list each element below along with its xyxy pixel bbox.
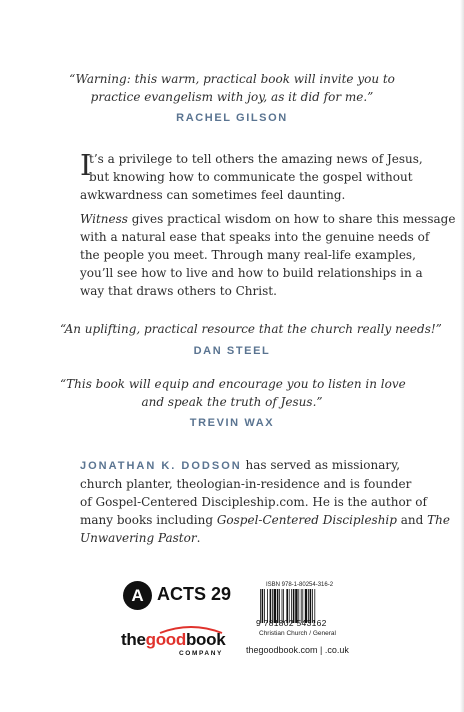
acts29-wordmark: ACTS 29 [157,584,232,604]
bio-line-5-end: . [196,531,201,545]
quote-1-attribution: RACHEL GILSON [176,112,288,124]
description-line-1 [80,210,456,228]
bio-line-5 [80,529,386,547]
book-unwavering-part-1: The [427,513,450,527]
description-line-3: the people you meet. Through many real-life examples, [80,248,416,262]
book-gospel-centered: Gospel-Centered Discipleship [216,513,397,527]
bio-line-4-and: and [396,513,428,527]
quote-2-attribution: DAN STEEL [193,345,271,357]
book-unwavering-part-2: Unwavering Pastor [80,531,197,545]
publisher-wordmark [121,630,225,650]
endorsement-quote-1 [60,70,404,106]
barcode-digits: 9 781802 543162 [256,618,327,628]
intro-line-2: but knowing how to communicate the gospel without [89,170,413,184]
description-line-2: with a natural ease that speaks into the genuine needs of [80,230,430,244]
quote-3-line-2: and speak the truth of Jesus.” [141,395,323,409]
description-paragraph [80,210,456,300]
quote-1-line-1: “Warning: this warm, practical book will invite you to [69,72,395,86]
book-title: Witness [80,212,128,226]
author-bio [80,456,450,547]
publisher-website: thegoodbook.com | .co.uk [246,645,349,655]
publisher-company: COMPANY [179,650,223,657]
publisher-good: good [145,630,186,649]
description-line-5: way that draws others to Christ. [80,284,277,298]
intro-line-1: t’s a privilege to tell others the amazing news of Jesus, [89,152,423,166]
bio-line-4-text: many books including [80,513,217,527]
drop-cap: I [80,148,92,182]
description-line-1-text: gives practical wisdom on how to share this message [127,212,456,226]
intro-line-3: awkwardness can sometimes feel daunting. [80,188,346,202]
bio-line-3: of Gospel-Centered Discipleship.com. He is the author of [80,495,427,509]
endorsement-quote-2 [60,320,442,338]
acts29-logo [123,581,233,611]
bio-line-4 [80,511,450,529]
quote-3-attribution: TREVIN WAX [189,417,275,429]
intro-paragraph [80,150,423,204]
publisher-the: the [121,630,146,649]
description-line-4: you’ll see how to live and how to build relationships in a [80,266,423,280]
quote-1-line-2: practice evangelism with joy, as it did for me.” [90,90,374,104]
page-edge [460,0,464,712]
book-category: Christian Church / General [259,630,336,637]
quote-2-line-1: “An uplifting, practical resource that the church really needs!” [60,322,442,336]
author-name: JONATHAN K. DODSON [80,460,242,472]
bio-line-1-text: has served as missionary, [241,458,401,472]
quote-3-line-1: “This book will equip and encourage you to listen in love [60,377,406,391]
publisher-logo [121,624,241,658]
acts29-icon: A [123,581,152,610]
publisher-book: book [185,630,226,649]
bio-line-2: church planter, theologian-in-residence and is founder [80,477,412,491]
isbn-label: ISBN 978-1-80254-316-2 [266,582,334,588]
endorsement-quote-3 [60,375,404,411]
bio-line-1 [80,456,401,475]
